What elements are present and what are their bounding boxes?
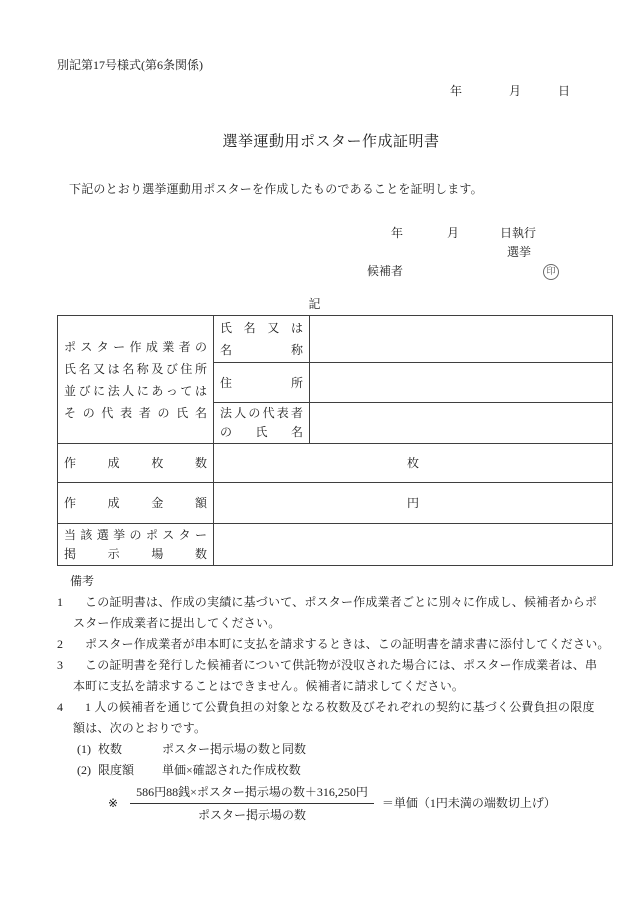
execution-day-label: 日執行 <box>499 226 536 240</box>
table-row-amount <box>58 483 613 524</box>
issue-date-line <box>57 84 605 99</box>
note-number: 1 <box>57 595 64 609</box>
sub-item-1 <box>57 739 605 760</box>
unit-price-formula <box>108 783 605 823</box>
name-value-cell <box>310 316 613 363</box>
maker-label-line: ポスター作成業者の <box>64 339 207 354</box>
note-item-1 <box>57 592 605 613</box>
formula-fraction <box>130 783 374 823</box>
representative-label-cell <box>214 403 310 444</box>
notes-section <box>57 571 610 823</box>
table-row-boards <box>58 524 613 566</box>
amount-label-line: 作成金額 <box>64 496 207 510</box>
certificate-table <box>57 315 613 566</box>
sub-item-label: 枚数 <box>98 742 123 756</box>
candidate-line <box>57 262 605 281</box>
execution-month-label: 月 <box>446 226 459 240</box>
intro-statement: 下記のとおり選挙運動用ポスターを作成したものであることを証明します。 <box>69 182 483 196</box>
copies-label-line: 作成枚数 <box>64 456 207 470</box>
formula-result: ＝単価（1円未満の端数切上げ） <box>381 795 556 810</box>
maker-label-line: 氏名又は名称及び住所 <box>64 361 207 376</box>
address-value-cell <box>310 363 613 403</box>
representative-label-line: 法人の代表者 <box>220 406 303 420</box>
address-label-line: 住所 <box>220 375 303 390</box>
sub-item-number: (1) <box>77 742 91 756</box>
maker-info-label-cell <box>58 316 214 444</box>
note-text: 1 人の候補者を通じて公費負担の対象となる枚数及びそれぞれの契約に基づく公費負担の限度 <box>85 700 595 714</box>
note-text: この証明書を発行した候補者について供託物が没収された場合には、ポスター作成業者は、串 <box>85 658 598 672</box>
name-label-line: 名称 <box>220 343 303 357</box>
record-heading: 記 <box>308 297 322 311</box>
notes-heading: 備考 <box>70 574 95 588</box>
seal-icon: 印 <box>543 264 559 280</box>
election-label: 選挙 <box>506 245 531 259</box>
issue-date-month-label: 月 <box>508 84 521 98</box>
boards-value-cell <box>214 524 613 566</box>
candidate-label: 候補者 <box>366 264 403 278</box>
note-text: ポスター作成業者が串本町に支払を請求するときは、この証明書を請求書に添付してください。 <box>85 637 610 651</box>
note-item-3 <box>57 655 605 676</box>
note-number: 2 <box>57 637 64 651</box>
execution-block <box>57 224 605 281</box>
formula-numerator: 586円88銭×ポスター掲示場の数＋316,250円 <box>130 783 374 804</box>
amount-value-cell: 円 <box>214 483 613 524</box>
document-title: 選挙運動用ポスター作成証明書 <box>222 134 440 150</box>
note-item-3-continued: 本町に支払を請求することはできません。候補者に請求してください。 <box>73 679 465 693</box>
sub-item-label: 限度額 <box>98 763 135 777</box>
name-label-line: 氏名又は <box>220 321 303 335</box>
amount-label-cell <box>58 483 214 524</box>
boards-label-line: 当該選挙のポスター <box>64 527 207 542</box>
name-label-cell <box>214 316 310 363</box>
boards-label-cell <box>58 524 214 566</box>
sub-item-desc: 単価×確認された作成枚数 <box>162 763 301 777</box>
formula-marker: ※ <box>108 795 119 810</box>
copies-label-cell <box>58 444 214 483</box>
representative-value-cell <box>310 403 613 444</box>
representative-label-line: の氏名 <box>220 425 303 439</box>
copies-value-cell: 枚 <box>214 444 613 483</box>
note-item-1-continued: スター作成業者に提出してください。 <box>73 616 281 630</box>
execution-date-line <box>57 224 605 243</box>
note-item-2 <box>57 634 610 655</box>
table-row-copies <box>58 444 613 483</box>
note-text: この証明書は、作成の実績に基づいて、ポスター作成業者ごとに別々に作成し、候補者からポ <box>85 595 598 609</box>
note-item-4-continued: 額は、次のとおりです。 <box>73 721 207 735</box>
note-number: 3 <box>57 658 64 672</box>
formula-denominator: ポスター掲示場の数 <box>197 808 306 822</box>
issue-date-year-label: 年 <box>449 84 462 98</box>
sub-item-2 <box>57 760 605 781</box>
boards-label-line: 掲示場数 <box>64 546 207 561</box>
sub-item-number: (2) <box>77 763 91 777</box>
note-item-4 <box>57 697 605 718</box>
maker-label-line: 並びに法人にあっては <box>64 383 207 398</box>
note-number: 4 <box>57 700 64 714</box>
form-number: 別記第17号様式(第6条関係) <box>57 58 203 72</box>
maker-label-line: その代表者の氏名 <box>64 405 207 420</box>
execution-year-label: 年 <box>390 226 403 240</box>
issue-date-day-label: 日 <box>557 84 570 98</box>
sub-item-desc: ポスター掲示場の数と同数 <box>162 742 307 756</box>
table-row-maker-name <box>58 316 613 363</box>
address-label-cell <box>214 363 310 403</box>
